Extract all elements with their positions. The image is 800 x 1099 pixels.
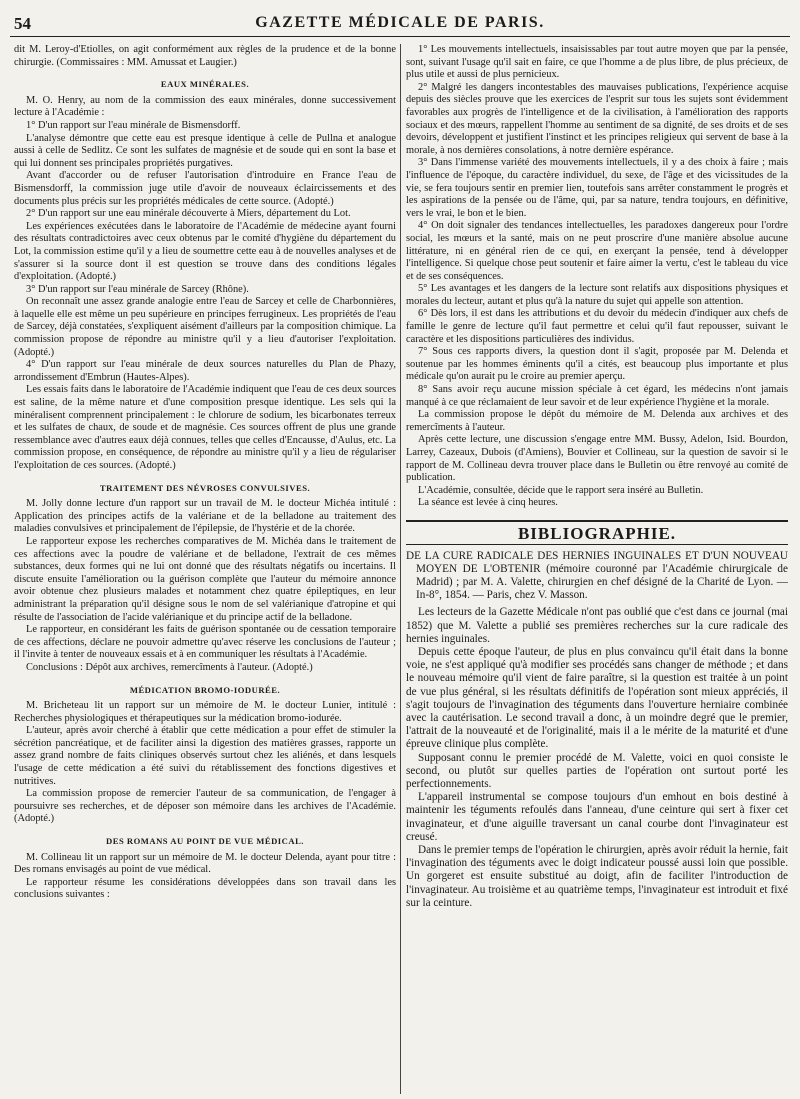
paragraph: 7° Sous ces rapports divers, la question dont il s'agit, proposée par M. Delenda et soutenue par les hommes éminents qu'il a cités, est beaucoup plus importante et plus médicale qu'on aurait pu le croire au premier aperçu. [406,346,788,383]
paragraph: 1° Les mouvements intellectuels, insaisissables par tout autre moyen que par la pensée, sont, suivant l'usage qu'il sait en faire, ce que l'homme a de plus libre, de plus précieux, de plus utile et aussi de plus pernicieux. [406,44,788,81]
journal-title: GAZETTE MÉDICALE DE PARIS. [255,14,545,31]
section-heading-eaux-minerales: EAUX MINÉRALES. [160,79,250,90]
section-heading-nevroses: TRAITEMENT DES NÉVROSES CONVULSIVES. [99,482,311,493]
book-reference: DE LA CURE RADICALE DES HERNIES INGUINALES ET D'UN NOUVEAU MOYEN DE L'OBTENIR (mémoire couronné par l'Académie chirurgicale de Madrid) ; par M. A. Valette, chirurgien en chef désigné de la Charité de Lyon. — In-8°, 1854. — Paris, chez V. Masson. [406,549,788,602]
left-column [14,44,396,1094]
paragraph: Le rapporteur, en considérant les faits de guérison spontanée ou de cessation temporaire de ces affections, déclare ne pouvoir admettre qu'avec réserve les conclusions de l'auteur ; il l'invite à tenter de nouveaux essais et à en communiquer les résultats à l'Académie. [14,624,396,661]
paragraph: Depuis cette époque l'auteur, de plus en plus convaincu qu'il était dans la bonne voie, ne s'est appliqué qu'à modifier ses procédés sans changer de méthode ; et dans le nouveau mémoire qu'il vient de faire paraître, si la question est traitée à un point de vue plus général, si les résultats définitifs de l'opération sont mieux appréciés, il s'agit toujours de l'invagination des téguments dans l'ouverture herniaire combinée avec la cautérisation. Le second travail a donc, à un moindre degré que le premier, l'attrait de la nouveauté et de l'originalité, mais il a le mérite de la maturité et d'une épreuve clinique plus complète. [406,645,788,751]
paragraph: 5° Les avantages et les dangers de la lecture sont relatifs aux dispositions physiques et morales du lecteur, autant et plus qu'à la nature du sujet qui appelle son attention. [406,283,788,307]
paragraph: Dans le premier temps de l'opération le chirurgien, après avoir réduit la hernie, fait l'invagination des téguments avec le doigt indicateur poussé aussi loin que possible. Un gorgeret est ensuite substitué au doigt, afin de faciliter l'introduction de l'invaginateur. Au troisième et au quatrième temps, l'invaginateur est introduit et fixé sur la ceinture. [406,844,788,909]
page-number: 54 [14,14,31,33]
paragraph: La séance est levée à cinq heures. [418,497,558,509]
paragraph: 3° D'un rapport sur l'eau minérale de Sarcey (Rhône). [26,283,249,295]
bibliography-title: BIBLIOGRAPHIE. [406,528,788,545]
paragraph: 1° D'un rapport sur l'eau minérale de Bismensdorff. [26,119,241,131]
paragraph: Avant d'accorder ou de refuser l'autorisation d'introduire en France l'eau de Bismensdorff, la commission juge utile d'avoir de nouveaux éclaircissements et des documents plus précis sur les propriétés médicales de cette source. (Adopté.) [14,170,396,207]
paragraph: L'appareil instrumental se compose toujours d'un emhout en bois destiné à maintenir les téguments refoulés dans l'anneau, d'une ceinture qui sert à fixer cet invaginateur, et d'une aiguille traversant un canal courbe dont l'invaginateur est creusé. [406,791,788,843]
paragraph: M. Jolly donne lecture d'un rapport sur un travail de M. le docteur Michéa intitulé : Application des principes actifs de la valériane et de la belladone au traitement des maladies convulsives et principalement de l'épilepsie, de l'hystérie et de la chorée. [14,498,396,535]
paragraph: 2° D'un rapport sur une eau minérale découverte à Miers, département du Lot. [26,208,351,220]
paragraph: Les essais faits dans le laboratoire de l'Académie indiquent que l'eau de ces deux sources est saline, de la même nature et d'une composition presque identique. Les sels qui la minéralisent comprennent principalement : le chlorure de sodium, les bicarbonates terreux et les sulfates de chaux, de soude et de magnésie. Ces sources offrent de plus une grande ressemblance avec d'autres eaux déjà connues, telles que celles d'Encausse, d'Aulus, etc. La commission propose, en conséquence, de répondre au ministre qu'il y a lieu de régulariser l'exploitation de ces sources. (Adopté.) [14,384,396,471]
paragraph: M. O. Henry, au nom de la commission des eaux minérales, donne successivement lecture à l'Académie : [14,94,396,119]
paragraph: M. Bricheteau lit un rapport sur un mémoire de M. le docteur Lunier, intitulé : Recherches physiologiques et thérapeutiques sur la médication bromo-iodurée. [14,700,396,724]
paragraph: 3° Dans l'immense variété des mouvements intellectuels, il y a des choix à faire ; mais l'influence de l'époque, du caractère individuel, du sexe, de l'âge et des vicissitudes de la vie, se fera toujours sentir en premier lien, toutefois sans arrêter constamment le progrès et les aspirations de la pensée ou de l'âme, qui, par sa nature, tendra toujours, en définitive, vers le vrai, le bon et le bien. [406,157,788,219]
paragraph: 2° Malgré les dangers incontestables des mauvaises publications, l'expérience acquise depuis des siècles prouve que les exercices de l'esprit sur tous les sujets sont évidemment favorables aux progrès de l'intelligence et de la civilisation, à l'amélioration des rapports sociaux et des mœurs, rappellent l'homme au sentiment de sa dignité, de ses droits et de ses devoirs, développent et justifient l'instinct et les principes religieux qui servent de base à la morale, à nos dernières consolations, à notre dernière espérance. [406,81,788,156]
bibliography-section [406,520,788,910]
paragraph: Les expériences exécutées dans le laboratoire de l'Académie de médecine ayant fourni des résultats contradictoires avec ceux obtenus par le comité d'hygiène du département du Lot, la commission estime qu'il y a lieu de soumettre cette eau à de nouvelles analyses et de s'assurer si la source dont il est question se trouve dans des conditions légales d'exploitation. (Adopté.) [14,220,396,283]
section-heading-bromo-iodure: MÉDICATION BROMO-IODURÉE. [129,684,281,695]
section-heading-romans: DES ROMANS AU POINT DE VUE MÉDICAL. [106,836,304,847]
paragraph: 4° On doit signaler des tendances intellectuelles, les paradoxes dangereux pour l'ordre social, les mœurs et la santé, mais on ne peut proscrire d'une manière absolue aucune littérature, ni en général rien de ce qui, en exerçant la pensée, tend à développer l'intelligence. Si quelque chose peut soutenir et faire aimer la vertu, c'est le tableau du vice et de ses conséquences. [406,220,788,282]
page-header [10,8,790,37]
paragraph: Conclusions : Dépôt aux archives, remercîments à l'auteur. (Adopté.) [26,661,313,673]
paragraph: 6° Dès lors, il est dans les attributions et du devoir du médecin d'indiquer aux chefs de famille le genre de lecture qu'il faut permettre et celui qu'il faut repousser, suivant le caractère et les dispositions particulières des individus. [406,308,788,345]
paragraph: Les lecteurs de la Gazette Médicale n'ont pas oublié que c'est dans ce journal (mai 1852) que M. Valette a publié ses premières recherches sur la cure radicale des hernies inguinales. [406,606,788,645]
column-divider [400,44,401,1094]
paragraph: La commission propose le dépôt du mémoire de M. Delenda aux archives et des remercîments à l'auteur. [406,409,788,433]
paragraph: Après cette lecture, une discussion s'engage entre MM. Bussy, Adelon, Isid. Bourdon, Larrey, Cazeaux, Dubois (d'Amiens), Bouvier et Collineau, sur la question de savoir si le rapport de M. Collineau devra trouver place dans le Bulletin ou être renvoyé au comité de publication. [406,434,788,484]
paragraph: On reconnaît une assez grande analogie entre l'eau de Sarcey et celle de Charbonnières, à laquelle elle est même un peu supérieure en principes ferrugineux. Les propriétés de l'eau de Sarcey, déjà constatées, s'expliquent aisément d'ailleurs par la composition chimique. La commission propose de répondre au ministre qu'il y a lieu d'autoriser l'exploitation. (Adopté.) [14,296,396,358]
paragraph: 4° D'un rapport sur l'eau minérale de deux sources naturelles du Plan de Phazy, arrondissement d'Embrun (Hautes-Alpes). [14,359,396,383]
paragraph: Le rapporteur résume les considérations développées dans son travail dans les conclusions suivantes : [14,876,396,901]
paragraph: Supposant connu le premier procédé de M. Valette, voici en quoi consiste le second, ou plutôt sur quelles parties de l'opération ont surtout porté les perfectionnements. [406,751,788,791]
right-column [406,44,788,1094]
paragraph: L'analyse démontre que cette eau est presque identique à celle de Pullna et analogue aussi à celle de Sedlitz. Ce sont les sulfates de magnésie et de soude qui en sont la base et qui lui donnent ses principales propriétés purgatives. [14,132,396,169]
paragraph: dit M. Leroy-d'Etiolles, on agit conformément aux règles de la prudence et de la bonne chirurgie. (Commissaires : MM. Amussat et Laugier.) [14,44,396,68]
paragraph: Le rapporteur expose les recherches comparatives de M. Michéa dans le traitement de ces affections avec la poudre de valériane et de belladone, l'extrait de ces mêmes substances, deux formes qui ne lui ont donné que des résultats négatifs ou incertains. Il discute ensuite l'amélioration ou la guérison complète que l'auteur du mémoire annonce avoir obtenue chez plusieurs malades et notamment chez quatre épileptiques, en leur administrant la préparation qu'il désigne sous le nom de sel valérianique d'atropine et qui résulte de l'association de l'acide valérianique et du principe actif de la belladone. [14,535,396,623]
paragraph: L'Académie, consultée, décide que le rapport sera inséré au Bulletin. [418,484,704,496]
paragraph: La commission propose de remercier l'auteur de sa communication, de l'engager à poursuivre ses recherches, et de déposer son mémoire dans les archives de l'Académie. (Adopté.) [14,788,396,825]
paragraph: M. Collineau lit un rapport sur un mémoire de M. le docteur Delenda, ayant pour titre : Des romans envisagés au point de vue médical. [14,851,396,876]
paragraph: 8° Sans avoir reçu aucune mission spéciale à cet égard, les médecins n'ont jamais manqué à ce que réclamaient de leur savoir et de leur expérience l'hygiène et la morale. [406,384,788,408]
paragraph: L'auteur, après avoir cherché à établir que cette médication a pour effet de stimuler la sécrétion pancréatique, et de faciliter ainsi la digestion des matières grasses, rapporte un assez grand nombre de faits cliniques observés surtout chez les aliénés, et dans lesquels l'usage de cette médication a été suivi du rétablissement des fonctions digestives et nutritives. [14,725,396,787]
